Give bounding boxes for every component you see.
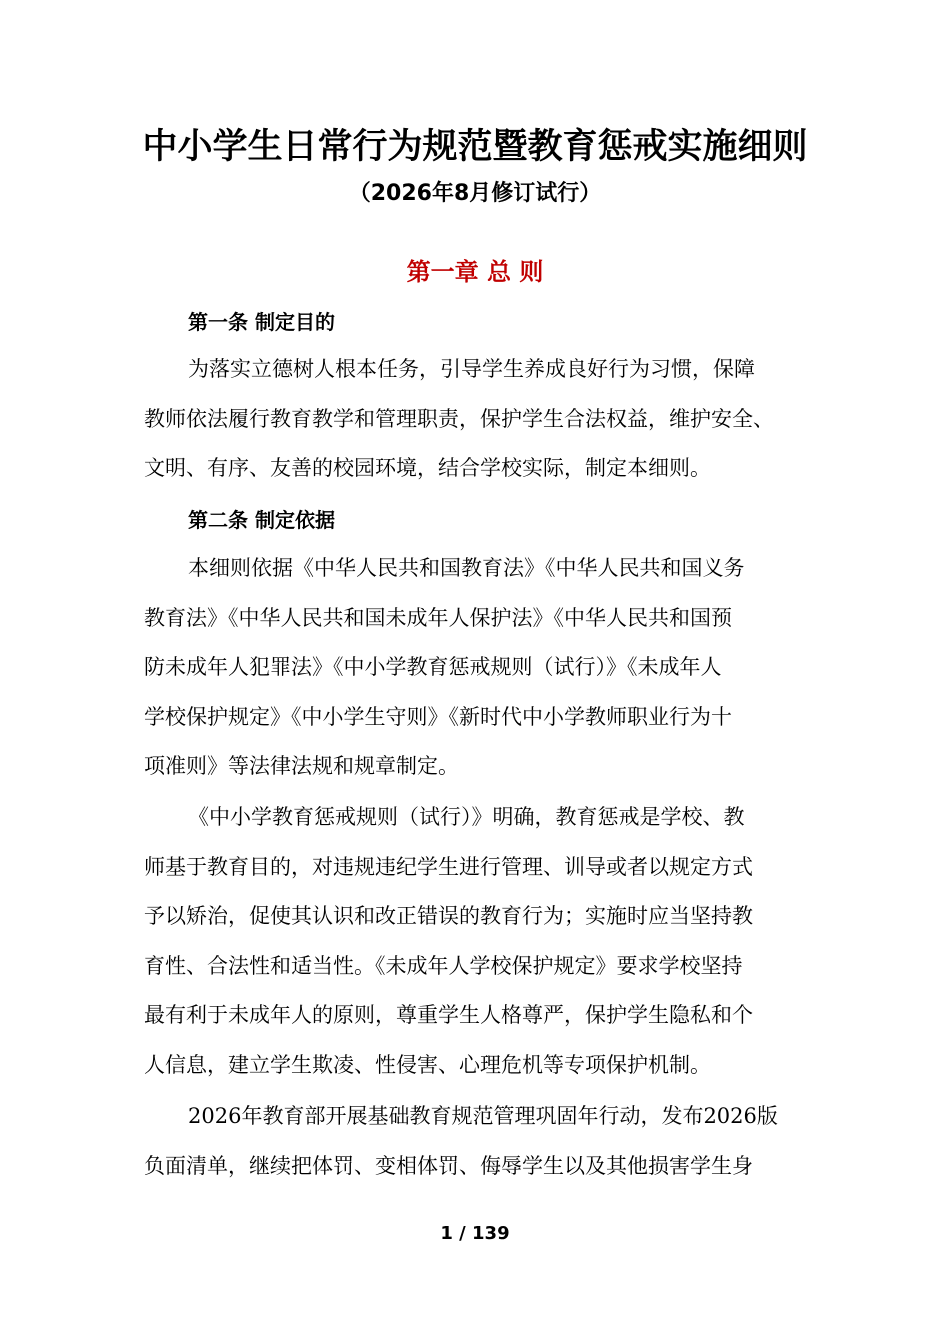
article-2-paragraph-1 bbox=[144, 544, 824, 792]
text-line: 2026年教育部开展基础教育规范管理巩固年行动，发布2026版 bbox=[188, 1104, 778, 1128]
article-heading-1: 第一条 制定目的 bbox=[188, 310, 335, 334]
text-line: 予以矫治，促使其认识和改正错误的教育行为；实施时应当坚持教 bbox=[144, 904, 753, 928]
document-subtitle: （2026年8月修订试行） bbox=[348, 181, 602, 206]
text-line: 为落实立德树人根本任务，引导学生养成良好行为习惯，保障 bbox=[188, 357, 755, 381]
text-line: 师基于教育目的，对违规违纪学生进行管理、训导或者以规定方式 bbox=[144, 854, 753, 879]
text-line: 防未成年人犯罪法》《中小学教育惩戒规则（试行）》《未成年人 bbox=[144, 655, 722, 679]
article-1-paragraph-1 bbox=[144, 345, 824, 494]
text-line: 最有利于未成年人的原则，尊重学生人格尊严，保护学生隐私和个 bbox=[144, 1003, 753, 1027]
text-line: 教师依法履行教育教学和管理职责，保护学生合法权益，维护安全、 bbox=[144, 406, 774, 431]
text-line: 《中小学教育惩戒规则（试行）》明确，教育惩戒是学校、教 bbox=[188, 805, 745, 829]
page-number: 1 / 139 bbox=[440, 1223, 510, 1244]
text-line: 教育法》《中华人民共和国未成年人保护法》《中华人民共和国预 bbox=[144, 605, 732, 630]
article-2-paragraph-2 bbox=[144, 793, 824, 1090]
text-line: 人信息，建立学生欺凌、性侵害、心理危机等专项保护机制。 bbox=[144, 1052, 711, 1077]
document-title: 中小学生日常行为规范暨教育惩戒实施细则 bbox=[142, 127, 808, 167]
text-line: 文明、有序、友善的校园环境，结合学校实际，制定本细则。 bbox=[144, 456, 711, 480]
text-line: 负面清单，继续把体罚、变相体罚、侮辱学生以及其他损害学生身 bbox=[144, 1153, 753, 1178]
chapter-heading: 第一章 总 则 bbox=[406, 258, 544, 286]
text-line: 本细则依据《中华人民共和国教育法》《中华人民共和国义务 bbox=[188, 556, 745, 580]
article-2-paragraph-3 bbox=[144, 1092, 824, 1191]
text-line: 育性、合法性和适当性。《未成年人学校保护规定》要求学校坚持 bbox=[144, 953, 743, 978]
article-heading-2: 第二条 制定依据 bbox=[188, 508, 335, 532]
text-line: 学校保护规定》《中小学生守则》《新时代中小学教师职业行为十 bbox=[144, 704, 732, 729]
text-line: 项准则》等法律法规和规章制定。 bbox=[144, 754, 459, 778]
